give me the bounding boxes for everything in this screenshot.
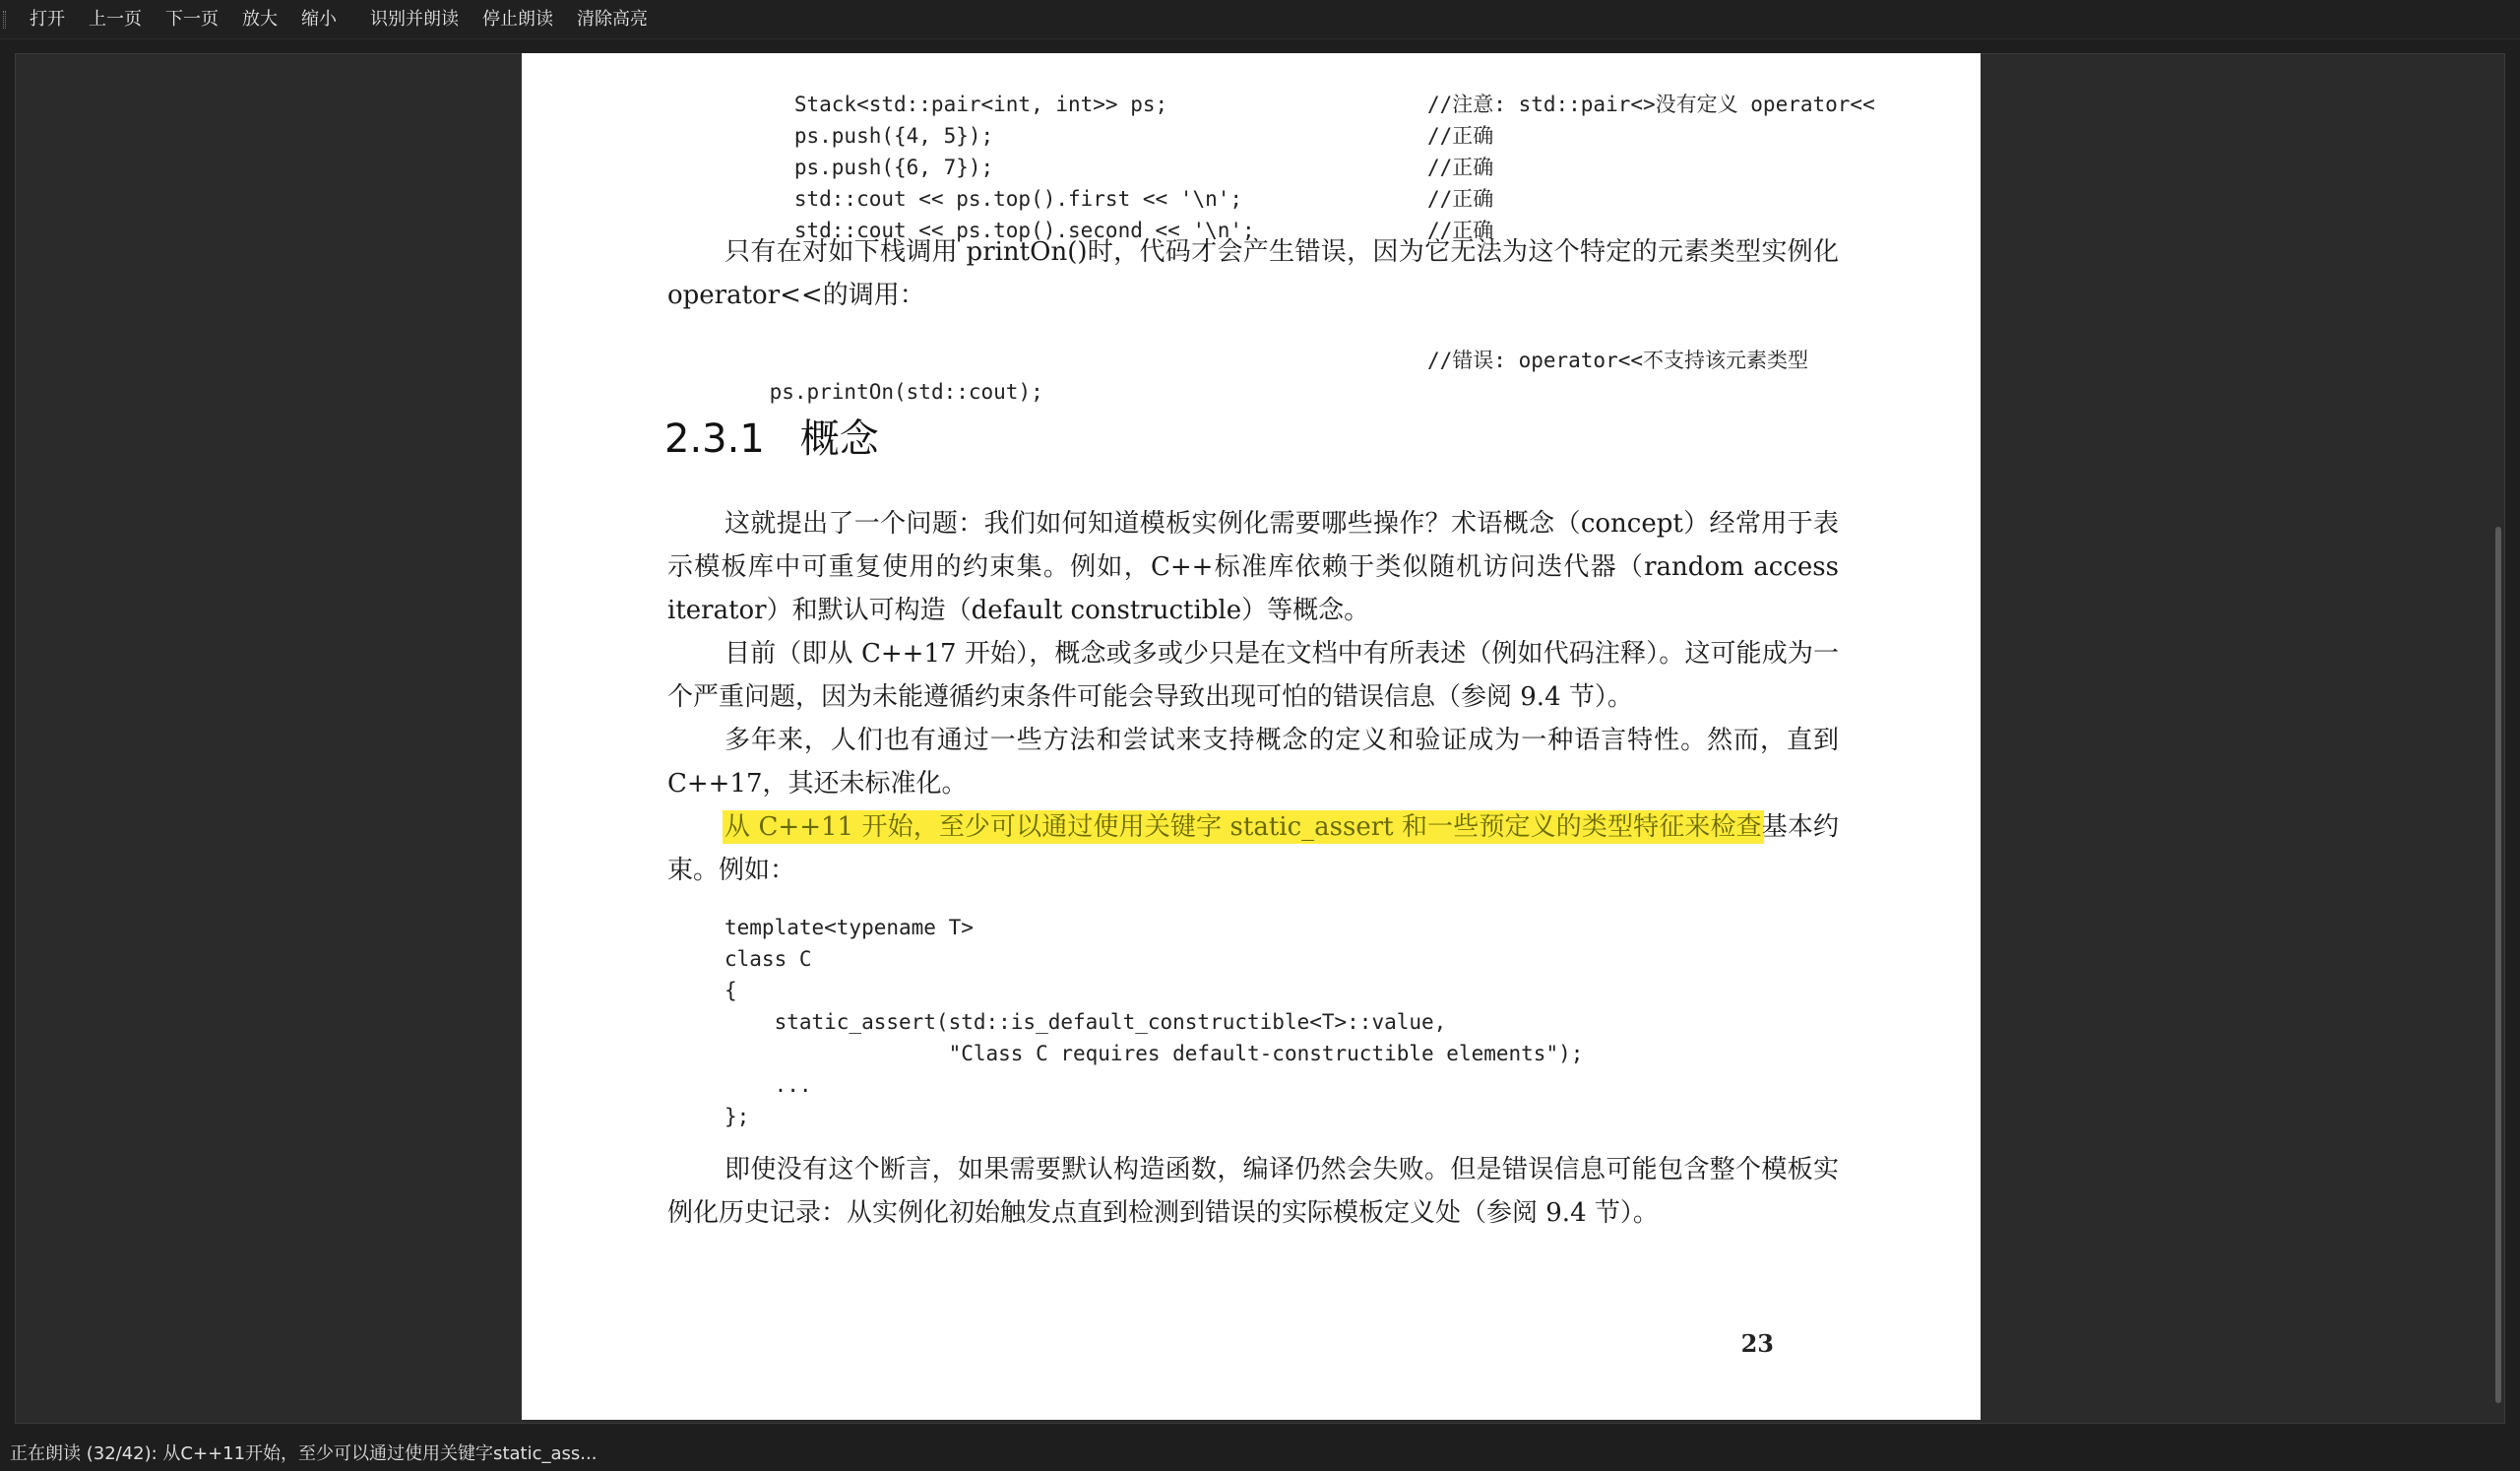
code-comment: //正确 (1427, 187, 1494, 211)
status-bar: 正在朗读 (32/42): 从C++11开始，至少可以通过使用关键字static_ass... (0, 1438, 2520, 1471)
code-comment: //注意: std::pair<>没有定义 operator<< (1427, 93, 1875, 116)
paragraph-3: 多年来，人们也有通过一些方法和尝试来支持概念的定义和验证成为一种语言特性。然而，直到 C++17，其还未标准化。 (667, 726, 1839, 799)
code-text: ps.push({4, 5}); (793, 124, 994, 148)
paragraph-printon: 只有在对如下栈调用 printOn()时，代码才会产生错误，因为它无法为这个特定的元素类型实例化 operator<<的调用： (667, 237, 1839, 310)
document-page (522, 53, 1981, 1420)
page-number: 23 (1740, 1329, 1774, 1358)
paragraph-4 (667, 805, 1839, 892)
paragraph-4-rest: 基本约束。例如： (667, 812, 1839, 885)
toolbar-grip[interactable] (3, 11, 6, 29)
code-line (720, 120, 1494, 179)
reading-highlight: 从 C++11 开始，至少可以通过使用关键字 static_assert 和一些预定义的类型特征来检查 (724, 812, 1762, 842)
zoom-in-button[interactable]: 放大 (242, 8, 278, 30)
clear-highlight-button[interactable]: 清除高亮 (577, 8, 648, 30)
code-block-stack (720, 57, 1875, 242)
code-text: std::cout << ps.top().first << '\n'; (793, 187, 1243, 211)
section-number: 2.3.1 (664, 416, 765, 462)
paragraph-1: 这就提出了一个问题：我们如何知道模板实例化需要哪些操作？术语概念（concept）经常用于表示模板库中可重复使用的约束集。例如，C++标准库依赖于类似随机访问迭代器（random access iterator）和默认可构造（default constructible）等概念。 (667, 509, 1839, 625)
vertical-scrollbar[interactable] (2495, 527, 2501, 1403)
code-comment: //错误: operator<<不支持该元素类型 (1427, 349, 1809, 372)
stop-read-button[interactable]: 停止朗读 (482, 8, 553, 30)
code-comment: //正确 (1427, 124, 1494, 148)
ocr-read-button[interactable]: 识别并朗读 (370, 8, 459, 30)
code-block-example: template<typename T> class C { static_assert(std::is_default_constructible<T>::value, "Class C requires default-constructible elements"); ... }; (724, 916, 1584, 1128)
next-page-button[interactable]: 下一页 (165, 8, 219, 30)
code-text: std::cout << ps.top().second << '\n'; (793, 219, 1255, 242)
toolbar (0, 0, 2520, 39)
code-comment: //正确 (1427, 156, 1494, 179)
open-button[interactable]: 打开 (30, 8, 65, 30)
zoom-out-button[interactable]: 缩小 (301, 8, 337, 30)
code-line (720, 89, 1494, 148)
section-title: 概念 (799, 416, 879, 462)
section-heading (664, 408, 879, 464)
code-line (720, 57, 1875, 116)
prev-page-button[interactable]: 上一页 (89, 8, 142, 30)
code-comment: //正确 (1427, 219, 1494, 242)
code-line (720, 152, 1494, 211)
code-text: Stack<std::pair<int, int>> ps; (793, 93, 1168, 116)
code-text: ps.push({6, 7}); (793, 156, 994, 179)
paragraph-2: 目前（即从 C++17 开始），概念或多或少只是在文档中有所表述（例如代码注释）。这可能成为一个严重问题，因为未能遵循约束条件可能会导致出现可怕的错误信息（参阅 9.4 节）。 (667, 639, 1839, 712)
paragraph-5: 即使没有这个断言，如果需要默认构造函数，编译仍然会失败。但是错误信息可能包含整个模板实例化历史记录：从实例化初始触发点直到检测到错误的实际模板定义处（参阅 9.4 节）。 (667, 1155, 1839, 1228)
code-line-printon (720, 345, 1901, 404)
code-line (720, 183, 1494, 242)
code-text: ps.printOn(std::cout); (769, 380, 1043, 404)
